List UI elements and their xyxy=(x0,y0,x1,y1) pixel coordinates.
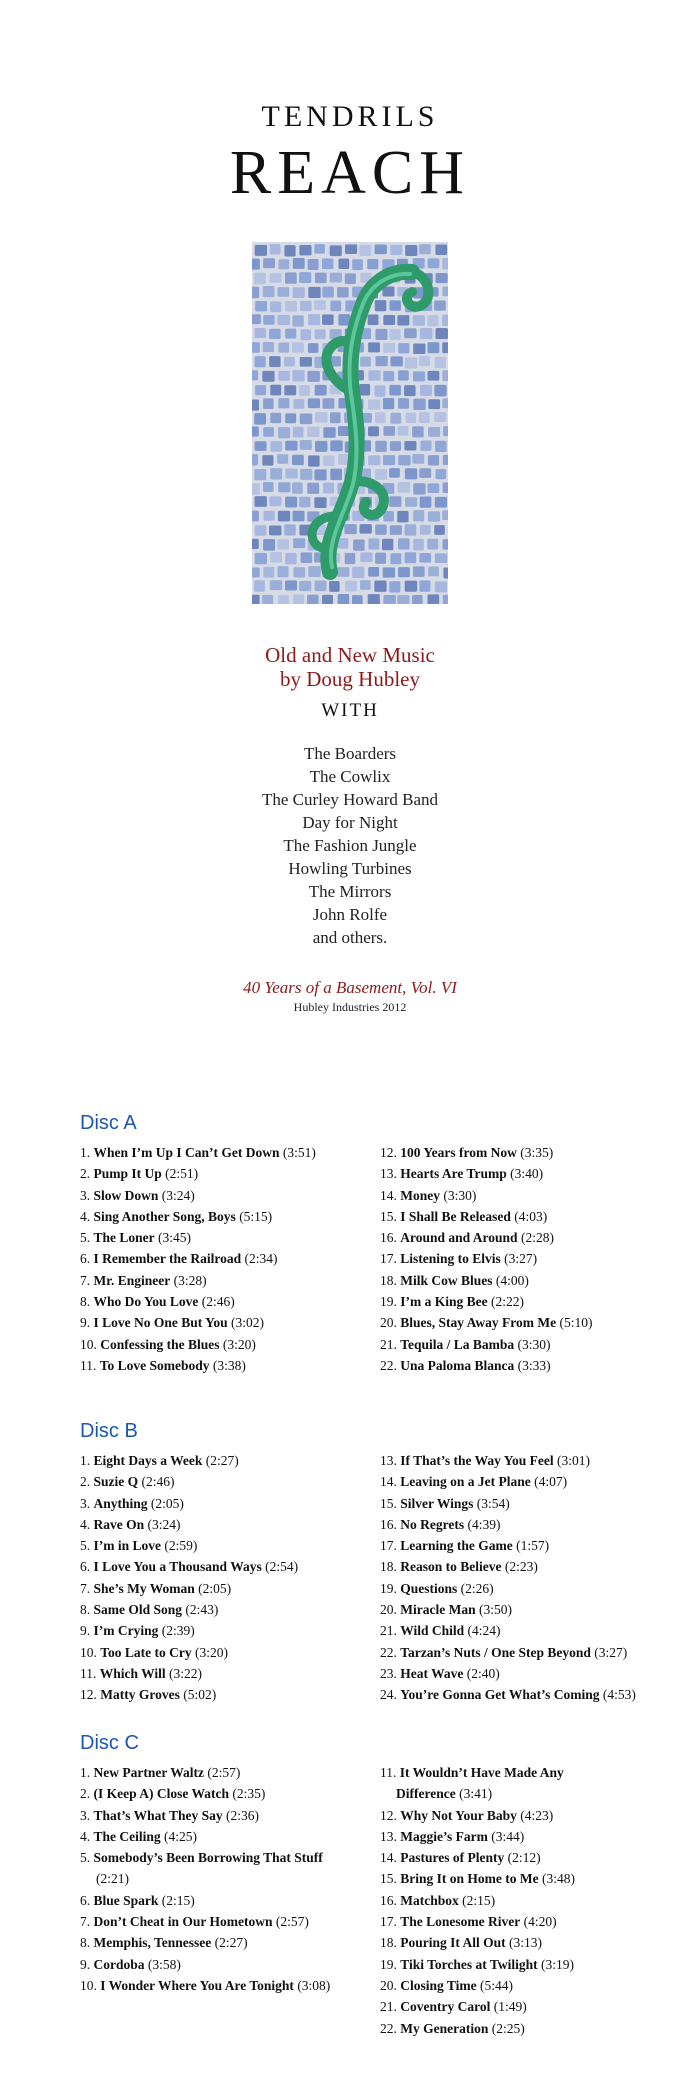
track-title: Money xyxy=(400,1187,440,1203)
track-item xyxy=(380,1684,690,1705)
track-title: I Remember the Railroad xyxy=(93,1251,242,1267)
track-number: 22. xyxy=(380,2020,397,2036)
artist-item: The Boarders xyxy=(303,744,397,763)
track-duration: (3:51) xyxy=(282,1145,316,1160)
track-item xyxy=(80,1471,370,1492)
track-number: 24. xyxy=(380,1687,397,1703)
track-title: Blue Spark xyxy=(93,1892,159,1908)
track-number: 23. xyxy=(380,1665,397,1681)
track-duration: (2:12) xyxy=(507,1850,541,1866)
track-number: 8. xyxy=(80,1602,91,1618)
track-number: 3. xyxy=(80,1187,91,1203)
track-duration: (3:27) xyxy=(594,1644,628,1660)
publisher-credit: Hubley Industries 2012 xyxy=(293,1000,407,1014)
track-title: No Regrets xyxy=(400,1516,465,1532)
track-number: 7. xyxy=(80,1580,91,1596)
track-number: 19. xyxy=(380,1580,397,1596)
track-item xyxy=(380,1826,605,1847)
track-item xyxy=(380,1291,680,1312)
track-item xyxy=(380,1805,605,1826)
artist-item: The Mirrors xyxy=(308,882,392,901)
track-duration: (2:57) xyxy=(275,1914,309,1930)
track-item xyxy=(80,1599,370,1620)
track-duration: (2:51) xyxy=(165,1166,199,1182)
track-number: 8. xyxy=(80,1935,91,1951)
track-duration: (2:54) xyxy=(265,1559,299,1575)
track-number: 1. xyxy=(80,1145,91,1160)
track-duration: (2:46) xyxy=(141,1474,175,1490)
track-number: 4. xyxy=(80,1208,91,1224)
track-duration: (2:26) xyxy=(460,1580,494,1596)
track-number: 19. xyxy=(380,1956,397,1972)
track-title: Milk Cow Blues xyxy=(400,1272,493,1288)
track-item xyxy=(80,1142,370,1163)
track-duration: (3:13) xyxy=(509,1935,543,1951)
track-number: 14. xyxy=(380,1850,397,1866)
track-duration: (3:08) xyxy=(297,1977,331,1993)
track-duration: (3:40) xyxy=(510,1166,544,1182)
track-title: When I’m Up I Can’t Get Down xyxy=(93,1145,280,1160)
track-title: Maggie’s Farm xyxy=(400,1828,488,1844)
track-duration: (2:27) xyxy=(214,1935,248,1951)
track-title: Closing Time xyxy=(400,1977,477,1993)
track-duration: (3:30) xyxy=(443,1187,477,1203)
track-number: 16. xyxy=(380,1892,397,1908)
disc-b-tracklist-col1 xyxy=(80,1450,370,1706)
track-item xyxy=(380,1535,690,1556)
track-number: 21. xyxy=(380,1336,397,1352)
track-title: Too Late to Cry xyxy=(100,1644,192,1660)
track-item xyxy=(380,1890,605,1911)
album-cover-mosaic-image xyxy=(252,242,448,604)
track-item xyxy=(380,1270,680,1291)
track-duration: (2:05) xyxy=(198,1580,232,1596)
track-item xyxy=(380,1847,605,1868)
track-duration: (4:23) xyxy=(520,1807,554,1823)
track-item xyxy=(80,1890,335,1911)
track-item xyxy=(380,1248,680,1269)
artist-list xyxy=(0,742,700,949)
track-number: 4. xyxy=(80,1828,91,1844)
track-number: 2. xyxy=(80,1166,91,1182)
track-duration: (3:19) xyxy=(541,1956,575,1972)
track-title: Miracle Man xyxy=(400,1602,476,1618)
track-number: 6. xyxy=(80,1251,91,1267)
track-title: Matty Groves xyxy=(100,1687,180,1703)
track-number: 12. xyxy=(380,1145,397,1160)
track-item xyxy=(80,1535,370,1556)
track-duration: (4:53) xyxy=(602,1687,636,1703)
track-title: Una Paloma Blanca xyxy=(400,1357,515,1373)
track-number: 10. xyxy=(80,1336,97,1352)
track-item xyxy=(80,1578,370,1599)
track-item xyxy=(80,1206,370,1227)
track-duration: (1:57) xyxy=(516,1538,550,1554)
artist-item: John Rolfe xyxy=(312,905,388,924)
track-duration: (3:28) xyxy=(173,1272,207,1288)
track-title: She’s My Woman xyxy=(93,1580,195,1596)
track-item xyxy=(80,1163,370,1184)
track-number: 3. xyxy=(80,1807,91,1823)
track-duration: (3:24) xyxy=(161,1187,195,1203)
track-item xyxy=(380,1471,690,1492)
track-item xyxy=(380,1142,680,1163)
track-item xyxy=(380,1996,605,2017)
track-duration: (2:46) xyxy=(201,1294,235,1310)
track-item xyxy=(80,1805,335,1826)
track-title: Pastures of Plenty xyxy=(400,1850,505,1866)
track-title: Same Old Song xyxy=(93,1602,183,1618)
track-title: Mr. Engineer xyxy=(93,1272,171,1288)
track-title: Sing Another Song, Boys xyxy=(93,1208,236,1224)
track-item xyxy=(380,1163,680,1184)
track-title: I’m a King Bee xyxy=(400,1294,488,1310)
track-number: 19. xyxy=(380,1294,397,1310)
track-duration: (3:58) xyxy=(147,1956,181,1972)
track-duration: (1:49) xyxy=(493,1999,527,2015)
track-duration: (3:38) xyxy=(212,1357,246,1373)
track-item xyxy=(80,1185,370,1206)
track-duration: (3:41) xyxy=(459,1786,493,1802)
track-number: 2. xyxy=(80,1474,91,1490)
track-duration: (2:15) xyxy=(161,1892,195,1908)
track-number: 12. xyxy=(80,1687,97,1703)
track-number: 21. xyxy=(380,1999,397,2015)
track-item xyxy=(80,1911,335,1932)
track-title: (I Keep A) Close Watch xyxy=(93,1786,229,1802)
subtitle-line-1: Old and New Music xyxy=(265,643,435,667)
album-title: REACH xyxy=(229,139,471,207)
track-duration: (2:27) xyxy=(205,1453,239,1468)
track-number: 20. xyxy=(380,1977,397,1993)
track-duration: (3:02) xyxy=(231,1315,265,1331)
track-number: 15. xyxy=(380,1495,397,1511)
track-item xyxy=(380,1762,605,1805)
track-duration: (3:20) xyxy=(195,1644,228,1660)
track-number: 10. xyxy=(80,1977,97,1993)
track-number: 18. xyxy=(380,1935,397,1951)
track-duration: (2:39) xyxy=(161,1623,195,1639)
track-item xyxy=(80,1450,370,1471)
track-item xyxy=(380,1312,680,1333)
track-item xyxy=(80,1248,370,1269)
track-duration: (2:22) xyxy=(491,1294,524,1310)
track-item xyxy=(80,1975,335,1996)
artist-item: The Cowlix xyxy=(309,767,391,786)
series-title: 40 Years of a Basement, Vol. VI xyxy=(243,978,457,997)
track-duration: (2:23) xyxy=(504,1559,538,1575)
track-item xyxy=(380,1954,605,1975)
track-duration: (3:54) xyxy=(476,1495,510,1511)
track-number: 22. xyxy=(380,1357,397,1373)
track-number: 18. xyxy=(380,1272,397,1288)
track-number: 14. xyxy=(380,1474,397,1490)
track-number: 7. xyxy=(80,1272,91,1288)
track-title: The Ceiling xyxy=(93,1828,161,1844)
track-item xyxy=(80,1334,370,1355)
track-title: Memphis, Tennessee xyxy=(93,1935,212,1951)
track-duration: (3:22) xyxy=(169,1665,203,1681)
track-duration: (2:34) xyxy=(244,1251,278,1267)
track-number: 2. xyxy=(80,1786,91,1802)
track-title: Pouring It All Out xyxy=(400,1935,506,1951)
disc-a-tracklist-col2 xyxy=(380,1142,680,1376)
artist-item: The Curley Howard Band xyxy=(261,790,439,809)
track-title: Eight Days a Week xyxy=(93,1453,203,1468)
track-item xyxy=(380,1911,605,1932)
track-item xyxy=(380,1206,680,1227)
track-item xyxy=(380,1556,690,1577)
track-title: Leaving on a Jet Plane xyxy=(400,1474,531,1490)
disc-a-heading: Disc A xyxy=(80,1112,137,1134)
subtitle-line-2: by Doug Hubley xyxy=(280,667,420,691)
track-duration: (3:01) xyxy=(557,1453,591,1468)
track-duration: (2:28) xyxy=(520,1230,554,1246)
track-item xyxy=(80,1514,370,1535)
track-number: 11. xyxy=(380,1765,397,1780)
track-item xyxy=(380,1868,605,1889)
track-title: Tarzan’s Nuts / One Step Beyond xyxy=(400,1644,591,1660)
track-duration: (2:21) xyxy=(96,1871,129,1887)
track-number: 5. xyxy=(80,1850,91,1866)
track-number: 7. xyxy=(80,1914,91,1930)
track-item xyxy=(380,1642,690,1663)
track-item xyxy=(80,1556,370,1577)
track-number: 9. xyxy=(80,1623,91,1639)
track-item xyxy=(380,1932,605,1953)
track-item xyxy=(380,1334,680,1355)
track-number: 5. xyxy=(80,1230,91,1246)
track-number: 17. xyxy=(380,1914,397,1930)
track-title: Suzie Q xyxy=(93,1474,139,1490)
track-title: Which Will xyxy=(99,1665,166,1681)
track-title: Pump It Up xyxy=(93,1166,162,1182)
track-duration: (4:39) xyxy=(467,1516,501,1532)
track-title: Reason to Believe xyxy=(400,1559,502,1575)
track-title: The Lonesome River xyxy=(400,1914,521,1930)
track-duration: (4:25) xyxy=(164,1828,198,1844)
with-label: WITH xyxy=(321,700,379,721)
track-title: 100 Years from Now xyxy=(400,1145,517,1160)
track-title: Don’t Cheat in Our Hometown xyxy=(93,1914,273,1930)
track-duration: (5:15) xyxy=(239,1208,273,1224)
track-duration: (3:35) xyxy=(520,1145,554,1160)
track-title: Blues, Stay Away From Me xyxy=(400,1315,557,1331)
track-title: Silver Wings xyxy=(400,1495,474,1511)
track-title: That’s What They Say xyxy=(93,1807,223,1823)
track-number: 13. xyxy=(380,1828,397,1844)
track-duration: (2:59) xyxy=(164,1538,198,1554)
track-duration: (2:43) xyxy=(185,1602,219,1618)
track-duration: (3:30) xyxy=(517,1336,551,1352)
track-title: Confessing the Blues xyxy=(100,1336,220,1352)
track-title: Heat Wave xyxy=(400,1665,464,1681)
track-number: 20. xyxy=(380,1602,397,1618)
track-item xyxy=(80,1227,370,1248)
track-number: 9. xyxy=(80,1315,91,1331)
track-item xyxy=(80,1312,370,1333)
track-duration: (2:40) xyxy=(466,1665,500,1681)
track-number: 13. xyxy=(380,1166,397,1182)
artist-item: Howling Turbines xyxy=(288,859,412,878)
track-number: 1. xyxy=(80,1453,91,1468)
track-title: I’m Crying xyxy=(93,1623,159,1639)
track-title: Cordoba xyxy=(93,1956,145,1972)
track-item xyxy=(380,1599,690,1620)
track-title: Listening to Elvis xyxy=(400,1251,501,1267)
artist-item: and others. xyxy=(312,928,388,947)
track-number: 20. xyxy=(380,1315,397,1331)
track-number: 13. xyxy=(380,1453,397,1468)
track-title: It Wouldn’t Have Made Any Difference xyxy=(396,1765,564,1802)
track-title: My Generation xyxy=(400,2020,489,2036)
track-item xyxy=(380,1975,605,1996)
track-title: I Wonder Where You Are Tonight xyxy=(100,1977,294,1993)
track-title: I Love You a Thousand Ways xyxy=(93,1559,262,1575)
track-number: 12. xyxy=(380,1807,397,1823)
track-duration: (2:15) xyxy=(462,1892,496,1908)
track-duration: (4:00) xyxy=(495,1272,529,1288)
track-title: Learning the Game xyxy=(400,1538,513,1554)
track-item xyxy=(380,1450,690,1471)
track-number: 15. xyxy=(380,1871,397,1887)
track-item xyxy=(80,1270,370,1291)
track-number: 4. xyxy=(80,1516,91,1532)
track-duration: (2:35) xyxy=(232,1786,266,1802)
track-number: 18. xyxy=(380,1559,397,1575)
track-duration: (3:27) xyxy=(504,1251,538,1267)
track-title: Who Do You Love xyxy=(93,1294,199,1310)
track-duration: (2:57) xyxy=(207,1765,241,1780)
disc-c-tracklist-col2 xyxy=(380,1762,605,2039)
track-title: Bring It on Home to Me xyxy=(400,1871,539,1887)
track-item xyxy=(80,1620,370,1641)
track-duration: (4:20) xyxy=(523,1914,557,1930)
track-item xyxy=(380,1493,690,1514)
track-item xyxy=(80,1291,370,1312)
track-duration: (4:07) xyxy=(534,1474,568,1490)
track-duration: (3:20) xyxy=(222,1336,256,1352)
track-item xyxy=(80,1493,370,1514)
track-number: 17. xyxy=(380,1538,397,1554)
artist-item: Day for Night xyxy=(302,813,398,832)
track-duration: (5:02) xyxy=(183,1687,217,1703)
track-title: Tiki Torches at Twilight xyxy=(400,1956,538,1972)
track-number: 21. xyxy=(380,1623,397,1639)
track-title: Tequila / La Bamba xyxy=(400,1336,515,1352)
track-number: 16. xyxy=(380,1516,397,1532)
track-title: If That’s the Way You Feel xyxy=(400,1453,554,1468)
track-duration: (2:05) xyxy=(150,1495,184,1511)
disc-b-heading: Disc B xyxy=(80,1420,138,1442)
track-title: Hearts Are Trump xyxy=(400,1166,507,1182)
track-title: Somebody’s Been Borrowing That Stuff xyxy=(93,1850,323,1866)
track-title: I Shall Be Released xyxy=(400,1208,511,1224)
track-duration: (3:24) xyxy=(147,1516,181,1532)
track-item xyxy=(80,1847,335,1890)
track-title: You’re Gonna Get What’s Coming xyxy=(400,1687,600,1703)
track-item xyxy=(80,1783,335,1804)
track-duration: (2:25) xyxy=(491,2020,525,2036)
track-number: 8. xyxy=(80,1294,91,1310)
track-item xyxy=(380,1620,690,1641)
track-title: Questions xyxy=(400,1580,458,1596)
track-item xyxy=(380,1355,680,1376)
track-number: 22. xyxy=(380,1644,397,1660)
track-number: 11. xyxy=(80,1357,97,1373)
track-title: Around and Around xyxy=(400,1230,518,1246)
track-number: 6. xyxy=(80,1892,91,1908)
track-item xyxy=(80,1684,370,1705)
track-item xyxy=(80,1642,370,1663)
track-duration: (3:45) xyxy=(158,1230,192,1246)
track-title: New Partner Waltz xyxy=(93,1765,204,1780)
track-title: Matchbox xyxy=(400,1892,459,1908)
track-item xyxy=(80,1954,335,1975)
track-title: I’m in Love xyxy=(93,1538,161,1554)
track-item xyxy=(380,1227,680,1248)
track-item xyxy=(80,1762,335,1783)
track-item xyxy=(80,1663,370,1684)
track-title: The Loner xyxy=(93,1230,155,1246)
track-number: 11. xyxy=(80,1665,97,1681)
track-title: Anything xyxy=(93,1495,148,1511)
track-number: 9. xyxy=(80,1956,91,1972)
track-duration: (3:44) xyxy=(491,1828,525,1844)
track-number: 17. xyxy=(380,1251,397,1267)
track-number: 15. xyxy=(380,1208,397,1224)
track-title: Coventry Carol xyxy=(400,1999,491,2015)
track-title: To Love Somebody xyxy=(99,1357,210,1373)
track-item xyxy=(80,1932,335,1953)
band-name: TENDRILS xyxy=(261,100,439,133)
track-title: I Love No One But You xyxy=(93,1315,228,1331)
disc-b-tracklist-col2 xyxy=(380,1450,690,1706)
track-duration: (5:44) xyxy=(480,1977,514,1993)
disc-a-tracklist-col1 xyxy=(80,1142,370,1376)
track-title: Rave On xyxy=(93,1516,145,1532)
track-number: 5. xyxy=(80,1538,91,1554)
track-item xyxy=(380,2018,605,2039)
track-number: 16. xyxy=(380,1230,397,1246)
track-item xyxy=(380,1663,690,1684)
disc-c-heading: Disc C xyxy=(80,1732,139,1754)
track-number: 1. xyxy=(80,1765,91,1780)
track-title: Why Not Your Baby xyxy=(400,1807,517,1823)
track-item xyxy=(380,1185,680,1206)
track-title: Wild Child xyxy=(400,1623,465,1639)
track-duration: (4:03) xyxy=(514,1208,548,1224)
track-item xyxy=(80,1826,335,1847)
track-duration: (4:24) xyxy=(467,1623,501,1639)
artist-item: The Fashion Jungle xyxy=(283,836,417,855)
track-duration: (3:33) xyxy=(517,1357,551,1373)
track-duration: (5:10) xyxy=(559,1315,593,1331)
track-item xyxy=(80,1355,370,1376)
track-number: 3. xyxy=(80,1495,91,1511)
track-duration: (3:50) xyxy=(478,1602,512,1618)
track-number: 6. xyxy=(80,1559,91,1575)
track-number: 14. xyxy=(380,1187,397,1203)
track-item xyxy=(380,1514,690,1535)
track-duration: (2:36) xyxy=(226,1807,260,1823)
track-title: Slow Down xyxy=(93,1187,159,1203)
track-duration: (3:48) xyxy=(541,1871,575,1887)
track-item xyxy=(380,1578,690,1599)
track-number: 10. xyxy=(80,1644,97,1660)
disc-c-tracklist-col1 xyxy=(80,1762,335,1996)
